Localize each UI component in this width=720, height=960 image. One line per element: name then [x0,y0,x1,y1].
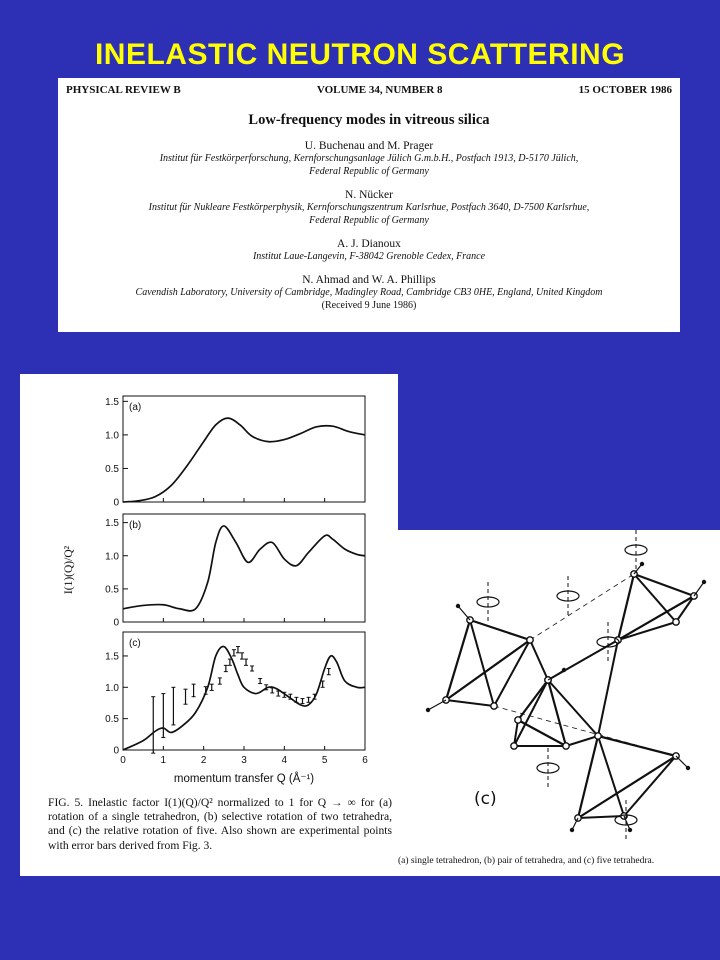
panel-label: (c) [129,638,141,649]
panel-label: (a) [129,402,142,413]
rotation-arrow [694,582,704,596]
tetra-edge [676,596,694,622]
tetrahedra-figure [398,530,720,876]
bridge-bond [598,640,618,736]
slide-title: INELASTIC NEUTRON SCATTERING [94,38,626,71]
oxygen-atom [527,637,533,643]
journal-line [66,84,672,96]
x-tick-label: 5 [321,755,328,766]
author-affiliation: Federal Republic of Germany [309,215,429,226]
tetra-edge [494,640,530,706]
author-affiliation: Cavendish Laboratory, University of Cambridge, Madingley Road, Cambridge CB3 0HE, England, United Kingdom [135,287,603,298]
x-tick-label: 3 [241,755,247,766]
bridge-bond [530,640,548,680]
y-axis-label: I(1)(Q)/Q² [63,545,75,595]
figure-5 [20,374,398,876]
y-tick-label: 1.0 [105,682,119,694]
arrow-head [640,562,644,566]
y-tick-label: 1.5 [105,396,119,408]
tetrahedron-face [578,736,676,818]
arrow-head [686,766,690,770]
y-tick-label: 0 [113,745,119,757]
y-tick-label: 1.0 [105,551,119,563]
x-axis-label: momentum transfer Q (Å⁻¹) [173,773,315,785]
arrow-head [426,708,430,712]
x-tick-label: 2 [200,755,207,766]
tetrahedron-face [618,574,694,640]
series-line [123,526,365,611]
x-tick-label: 6 [362,755,368,766]
rotation-arrow [548,670,564,680]
y-tick-label: 0.5 [105,463,119,475]
journal-name: PHYSICAL REVIEW B [66,84,181,96]
author-affiliation: Federal Republic of Germany [309,166,429,177]
rotation-arrow [428,700,446,710]
rotation-arrow [676,756,688,768]
author-affiliation: Institut Laue-Langevin, F-38042 Grenoble Cedex, France [252,251,486,262]
tetra-edge [624,756,676,816]
author-names: A. J. Dianoux [337,238,401,250]
tetra-edge [618,622,676,640]
y-tick-label: 0 [113,497,119,509]
plot-frame [123,396,365,502]
bridge-bond [566,736,598,746]
author-names: N. Nücker [345,189,393,201]
journal-date: 15 OCTOBER 1986 [578,84,672,96]
rotation-arrow [458,606,470,620]
x-tick-label: 1 [160,755,167,766]
panel-label: (b) [129,520,142,531]
oxygen-atom [673,619,679,625]
arrow-head [456,604,460,608]
y-tick-label: 1.5 [105,651,119,663]
author-affiliation: Institut für Festkörperforschung, Kernforschungsanlage Jülich G.m.b.H., Postfach 1913, D-5170 Jülich, [159,153,579,164]
arrow-head [702,580,706,584]
oxygen-atom [563,743,569,749]
paper-title: Low-frequency modes in vitreous silica [248,112,490,128]
y-tick-label: 1.5 [105,518,119,530]
y-tick-label: 0 [113,617,119,629]
plot-frame [123,632,365,750]
tetrahedra-drawing [398,530,720,850]
oxygen-atom [515,717,521,723]
series-line [123,418,365,502]
arrow-head [628,828,632,832]
y-tick-label: 0.5 [105,714,119,726]
oxygen-atom [491,703,497,709]
tetra-edge [470,620,494,706]
paper-header [58,78,680,332]
author-names: U. Buchenau and M. Prager [304,140,434,152]
arrow-head [562,668,566,672]
received-date: (Received 9 June 1986) [321,300,417,311]
journal-volume: VOLUME 34, NUMBER 8 [316,84,443,96]
plot-frame [123,514,365,622]
x-tick-label: 0 [120,755,126,766]
tetrahedra-caption: (a) single tetrahedron, (b) pair of tetrahedra, and (c) five tetrahedra. [398,856,655,866]
tetra-edge [514,680,548,746]
y-tick-label: 0.5 [105,584,119,596]
series-line [123,646,365,750]
arrow-head [570,828,574,832]
author-affiliation: Institut für Nukleare Festkörperphysik, Kernforschungszentrum Karlsrhue, Postfach 3640, D-7500 Karlsrhue, [148,202,590,213]
oxygen-atom [595,733,601,739]
axis-line [530,574,634,640]
oxygen-atom [511,743,517,749]
y-tick-label: 1.0 [105,430,119,442]
x-tick-label: 4 [281,755,288,766]
panel-label: (c) [474,789,497,809]
figure-5-plots [20,374,398,794]
author-names: N. Ahmad and W. A. Phillips [302,274,436,286]
tetra-edge [446,700,494,706]
figure-5-caption: FIG. 5. Inelastic factor I(1)(Q)/Q² normalized to 1 for Q → ∞ for (a) rotation of a single tetrahedron, (b) selective rotation of two tetrahedra, and (c) the relative rotation of five. Also shown are experimental points with error bars derived from Fig. 3. [48,796,392,852]
